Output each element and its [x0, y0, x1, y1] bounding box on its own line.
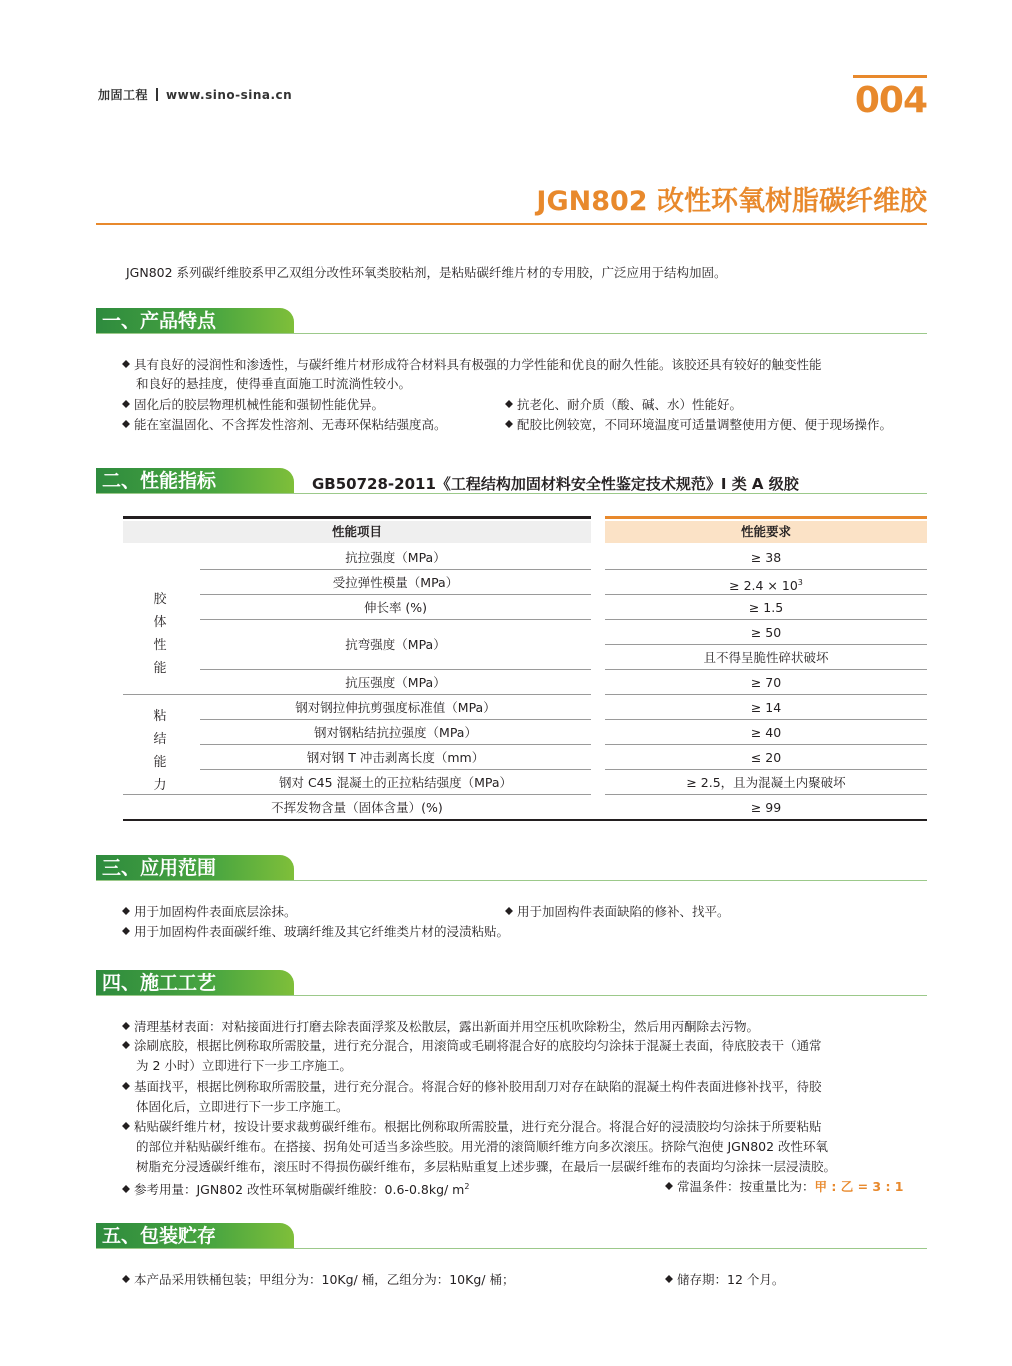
- bullet-diamond-icon: [122, 420, 130, 428]
- table-row-requirement: ≥ 40: [750, 725, 782, 740]
- bullet-diamond-icon: [122, 400, 130, 408]
- section-rule: [96, 995, 927, 996]
- bullet-diamond-icon: [122, 1041, 130, 1049]
- process-step-2: 涂刷底胶，根据比例称取所需胶量，进行充分混合，用滚筒或毛刷将混合好的底胶均匀涂抹于混凝土表面，待底胶表干（通常: [122, 1036, 822, 1055]
- table-row-requirement: ≥ $2.4 \times 10^3$: [729, 578, 803, 594]
- table-row-requirement: ≥ 14: [750, 700, 782, 715]
- table-row-requirement: ≥ 2.5，且为混凝土内聚破坏: [686, 775, 846, 790]
- storage-bullet-2: 储存期：12 个月。: [665, 1270, 784, 1289]
- table-top-rule-left: [123, 516, 591, 519]
- feature-bullet-4: 能在室温固化、不含挥发性溶剂、无毒环保粘结强度高。: [122, 415, 447, 434]
- process-step-4-cont: 的部位并粘贴碳纤维布。在搭接、拐角处可适当多涂些胶。用光滑的滚筒顺纤维方向多次滚压。挤除气泡使 JGN802 改性环氧: [136, 1139, 829, 1154]
- process-step-4-cont: 树脂充分浸透碳纤维布，滚压时不得损伤碳纤维布，多层粘贴重复上述步骤，在最后一层碳纤维布的表面均匀涂抹一层浸渍胶。: [136, 1159, 837, 1174]
- process-step-3-cont: 体固化后，立即进行下一步工序施工。: [136, 1099, 349, 1114]
- section-heading-storage: 五、包装贮存: [96, 1223, 294, 1249]
- bullet-diamond-icon: [122, 1185, 130, 1193]
- page-number: 004: [854, 80, 927, 121]
- application-bullet-2: 用于加固构件表面缺陷的修补、找平。: [505, 902, 730, 921]
- table-row-item: 钢对钢拉伸抗剪强度标准值（MPa）: [295, 700, 496, 715]
- table-row-item: 不挥发物含量（固体含量）(%): [271, 800, 443, 815]
- table-row-item: 受拉弹性模量（MPa）: [332, 575, 459, 590]
- page-number-bar: [853, 75, 927, 78]
- bullet-diamond-icon: [122, 907, 130, 915]
- process-dosage: 参考用量：JGN802 改性环氧树脂碳纤维胶：0.6-0.8kg/ $m^2$: [122, 1177, 469, 1199]
- storage-bullet-1: 本产品采用铁桶包装；甲组分为：10Kg/ 桶，乙组分为：10Kg/ 桶；: [122, 1270, 514, 1289]
- table-header-item: 性能项目: [123, 521, 591, 543]
- table-row-item: 伸长率 (%): [363, 600, 428, 615]
- bullet-diamond-icon: [665, 1275, 673, 1283]
- bullet-diamond-icon: [505, 907, 513, 915]
- table-row-requirement: ≥ 38: [750, 550, 782, 565]
- table-row-item: 抗拉强度（MPa）: [345, 550, 446, 565]
- row-divider: [200, 619, 591, 620]
- bullet-diamond-icon: [122, 927, 130, 935]
- brand-name: 加固工程: [98, 88, 149, 102]
- table-row-requirement: ≥ 1.5: [748, 600, 784, 615]
- feature-bullet-5: 配胶比例较宽，不同环境温度可适量调整使用方便、便于现场操作。: [505, 415, 892, 434]
- table-row-requirement: ≥ 70: [750, 675, 782, 690]
- table-header-requirement: 性能要求: [605, 521, 927, 543]
- process-step-3: 基面找平，根据比例称取所需胶量，进行充分混合。将混合好的修补胶用刮刀对存在缺陷的混凝土构件表面进修补找平，待胶: [122, 1077, 822, 1096]
- feature-bullet-1-cont: 和良好的悬挂度，使得垂直面施工时流淌性较小。: [136, 376, 412, 391]
- section-heading-performance: 二、性能指标: [96, 468, 294, 494]
- section-rule: [96, 1248, 927, 1249]
- table-row-requirement: ≥ 50: [750, 625, 782, 640]
- section-rule: [96, 880, 927, 881]
- section-heading-features: 一、产品特点: [96, 308, 294, 334]
- application-bullet-1: 用于加固构件表面底层涂抹。: [122, 902, 297, 921]
- bullet-diamond-icon: [122, 1275, 130, 1283]
- table-row-item: 钢对钢粘结抗拉强度（MPa）: [314, 725, 477, 740]
- table-row-requirement-note: 且不得呈脆性碎状破坏: [703, 650, 829, 665]
- feature-bullet-1: 具有良好的浸润性和渗透性，与碳纤维片材形成符合材料具有极强的力学性能和优良的耐久性能。该胶还具有较好的触变性能: [122, 355, 822, 374]
- table-row-requirement: ≤ 20: [750, 750, 782, 765]
- process-step-1: 清理基材表面：对粘接面进行打磨去除表面浮浆及松散层，露出新面并用空压机吹除粉尘，然后用丙酮除去污物。: [122, 1017, 759, 1036]
- section-heading-application: 三、应用范围: [96, 855, 294, 881]
- table-top-rule-right: [605, 516, 927, 519]
- header-divider: [156, 88, 158, 101]
- bullet-diamond-icon: [122, 1122, 130, 1130]
- table-bottom-rule: [123, 819, 927, 821]
- standard-title: GB50728-2011《工程结构加固材料安全性鉴定技术规范》I 类 A 级胶: [312, 475, 799, 493]
- intro-text: JGN802 系列碳纤维胶系甲乙双组分改性环氧类胶粘剂，是粘贴碳纤维片材的专用胶，广泛应用于结构加固。: [126, 265, 727, 280]
- table-row-item: 抗弯强度（MPa）: [345, 637, 446, 652]
- group-label-body-performance: 胶 体 性 能: [153, 592, 167, 676]
- table-row-item: 钢对 C45 混凝土的正拉粘结强度（MPa）: [278, 775, 512, 790]
- table-row-requirement: ≥ 99: [750, 800, 782, 815]
- group-label-bonding-capacity: 粘 结 能 力: [153, 709, 167, 793]
- section-heading-process: 四、施工工艺: [96, 970, 294, 996]
- process-step-4: 粘贴碳纤维片材，按设计要求裁剪碳纤维布。根据比例称取所需胶量，进行充分混合。将混合好的浸渍胶均匀涂抹于所要粘贴: [122, 1117, 822, 1136]
- bullet-diamond-icon: [505, 400, 513, 408]
- title-underline: [96, 223, 927, 225]
- bullet-diamond-icon: [122, 1022, 130, 1030]
- feature-bullet-3: 抗老化、耐介质（酸、碱、水）性能好。: [505, 395, 742, 414]
- feature-bullet-2: 固化后的胶层物理机械性能和强韧性能优异。: [122, 395, 384, 414]
- bullet-diamond-icon: [505, 420, 513, 428]
- application-bullet-3: 用于加固构件表面碳纤维、玻璃纤维及其它纤维类片材的浸渍粘贴。: [122, 922, 509, 941]
- page-title: JGN802 改性环氧树脂碳纤维胶: [536, 186, 927, 217]
- table-row-item: 抗压强度（MPa）: [345, 675, 446, 690]
- site-url[interactable]: www.sino-sina.cn: [166, 88, 293, 102]
- header-brand-line: [98, 86, 292, 103]
- table-row-item: 钢对钢 T 冲击剥离长度（mm）: [306, 750, 485, 765]
- section-rule: [96, 333, 927, 334]
- bullet-diamond-icon: [122, 1082, 130, 1090]
- process-mix-ratio: 常温条件：按重量比为：甲 : 乙 = 3 : 1: [665, 1177, 904, 1196]
- bullet-diamond-icon: [665, 1182, 673, 1190]
- bullet-diamond-icon: [122, 360, 130, 368]
- process-step-2-cont: 为 2 小时）立即进行下一步工序施工。: [136, 1058, 352, 1073]
